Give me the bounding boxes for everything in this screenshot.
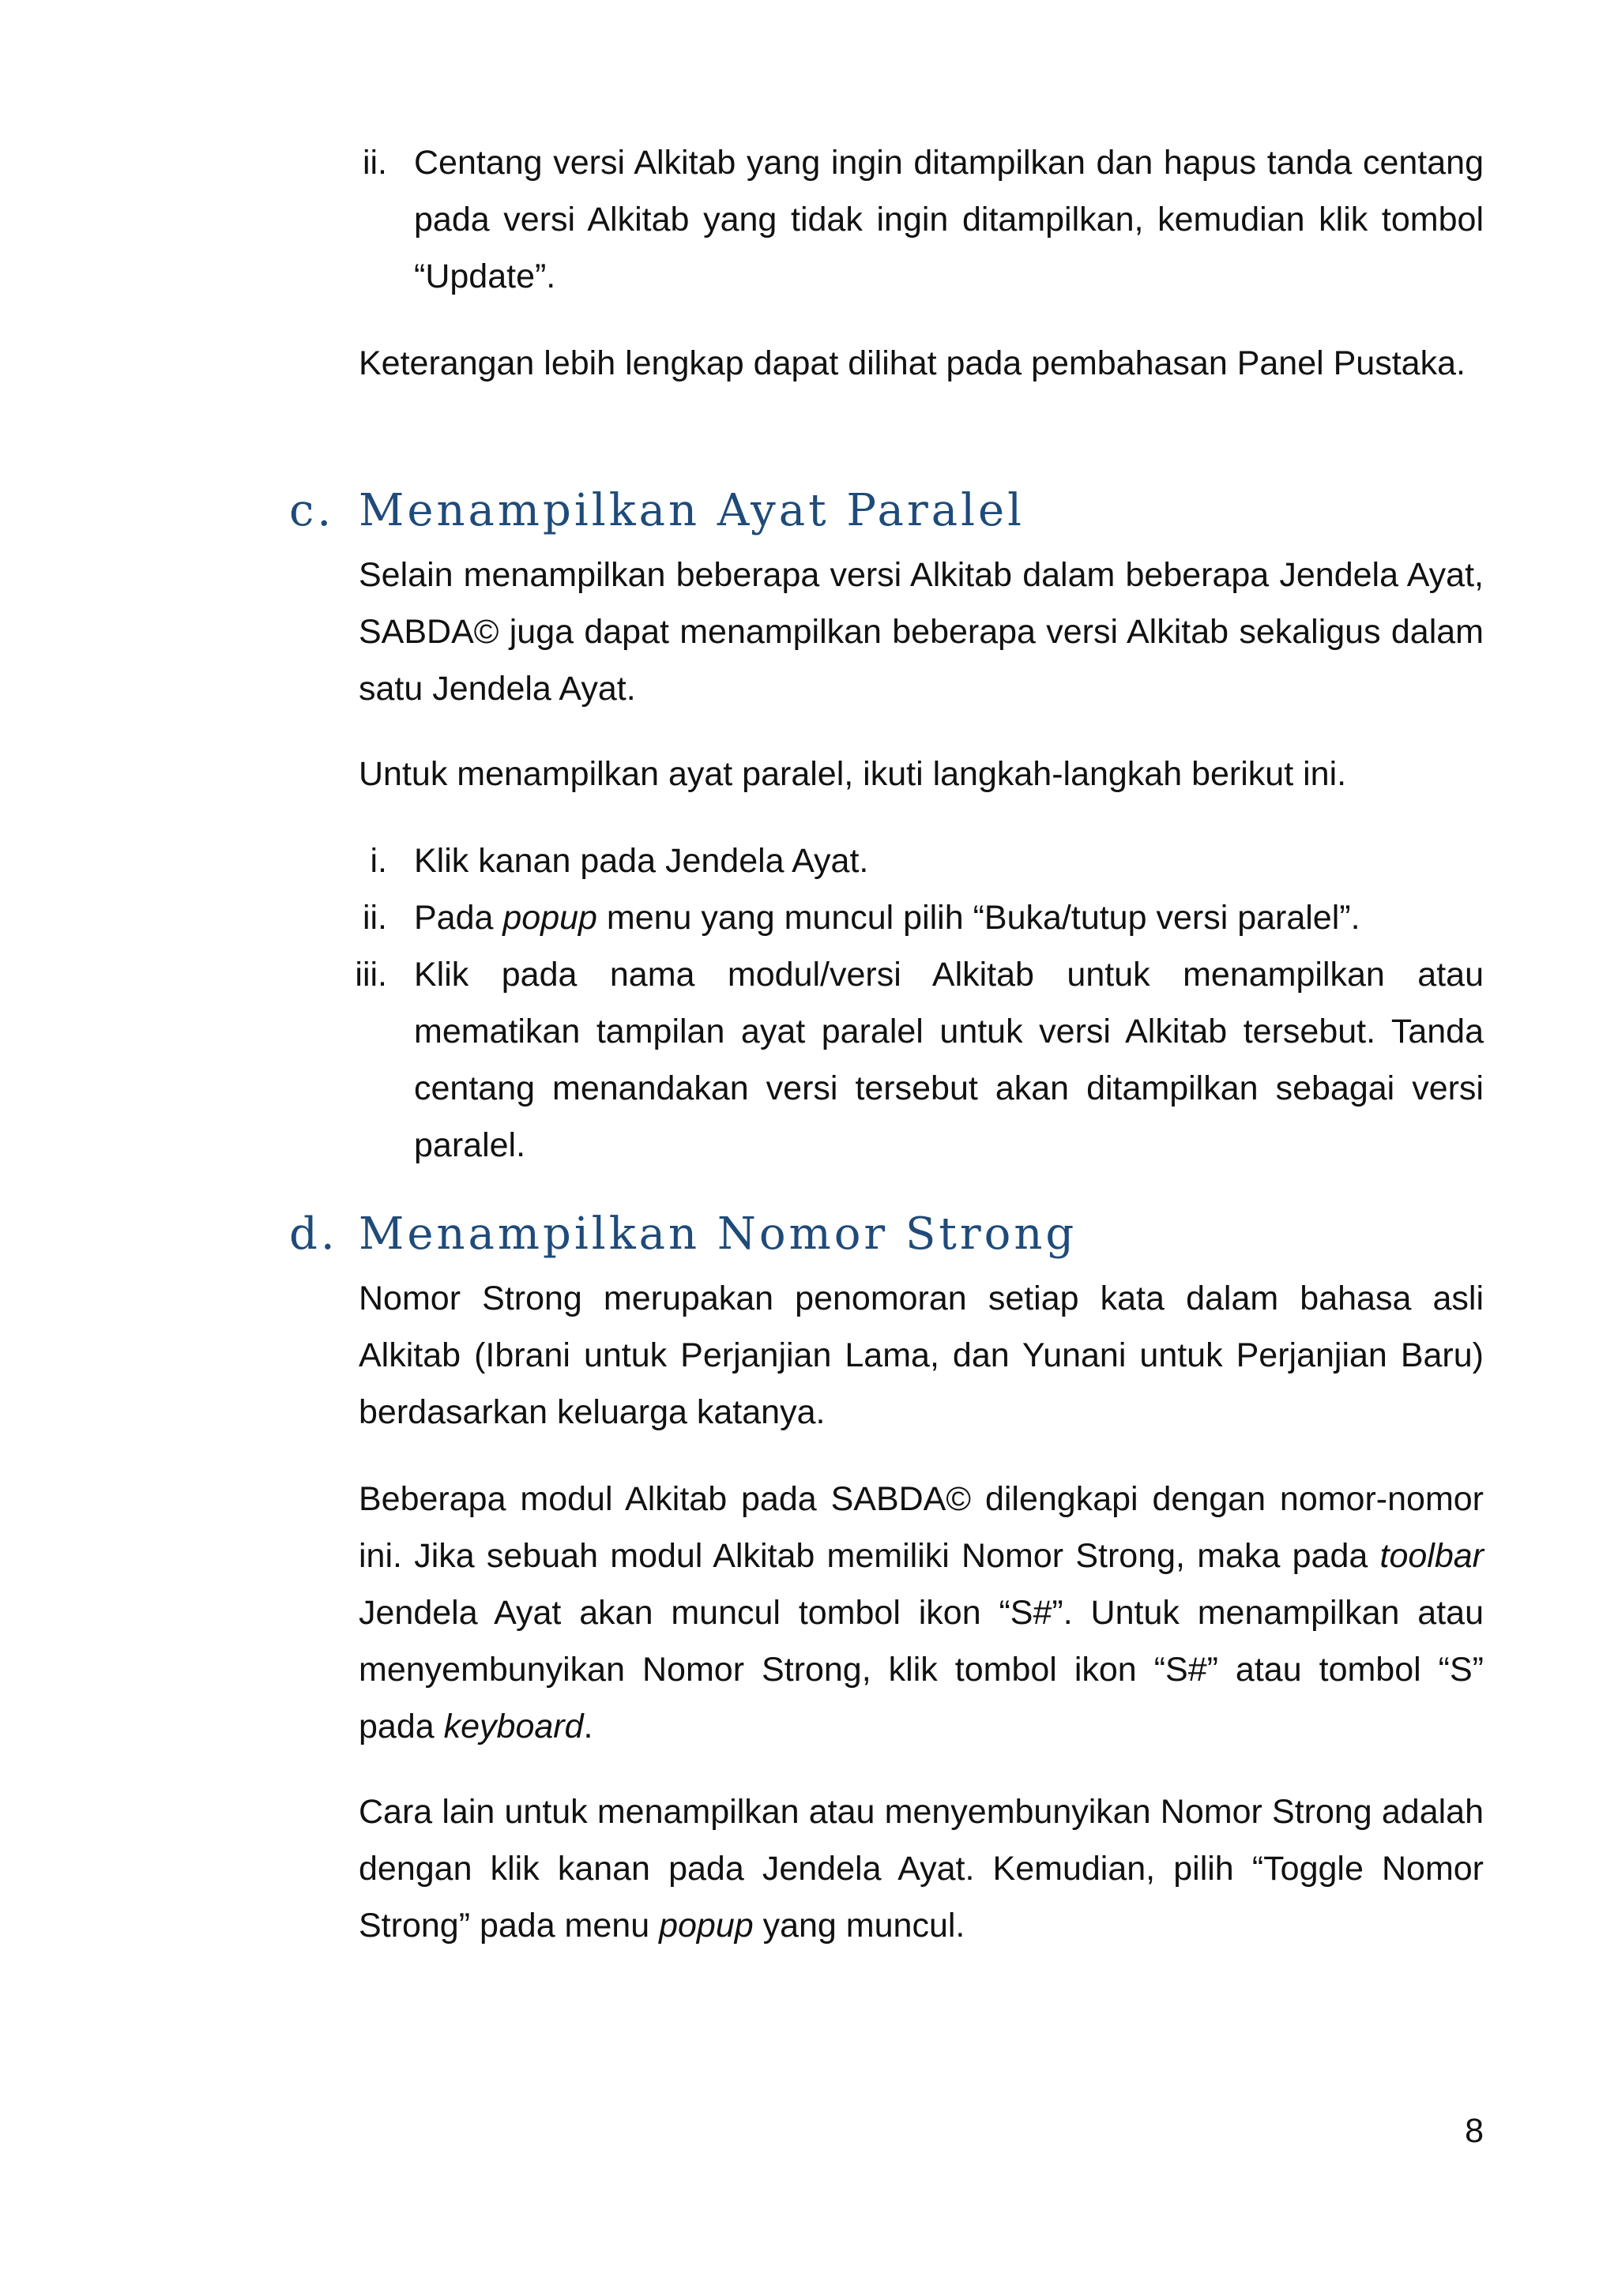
page-number: 8 bbox=[1465, 2112, 1484, 2150]
section-c-title: Menampilkan Ayat Paralel bbox=[359, 485, 1025, 536]
list-item-text: Klik pada nama modul/versi Alkitab untuk menampilkan atau mematikan tampilan ayat paralel untuk versi Alkitab tersebut. Tanda centang menandakan versi tersebut akan ditampilkan sebagai versi paralel. bbox=[414, 956, 1484, 1164]
section-c-steps bbox=[332, 832, 1484, 1174]
section-d-heading bbox=[289, 1207, 1474, 1262]
list-item bbox=[332, 946, 1484, 1174]
section-c-para1-block bbox=[359, 547, 1484, 717]
section-c-heading bbox=[289, 483, 1474, 539]
section-d-para2 bbox=[359, 1471, 1484, 1755]
section-c-para1: Selain menampilkan beberapa versi Alkitab dalam beberapa Jendela Ayat, SABDA© juga dapat menampilkan beberapa versi Alkitab sekaligus dalam satu Jendela Ayat. bbox=[359, 556, 1484, 708]
section-d-para1-block bbox=[359, 1270, 1484, 1441]
section-d-para3 bbox=[359, 1783, 1484, 1954]
text-run: menu yang muncul pilih “Buka/tutup versi paralel”. bbox=[596, 899, 1360, 937]
emphasis-text: popup bbox=[502, 899, 597, 937]
text-run: Jendela Ayat akan muncul tombol ikon “S#”. Untuk menampilkan atau menyembunyikan Nomor Strong, klik tombol ikon “S#” atau tombol “S” pada bbox=[359, 1594, 1484, 1745]
list-marker: i. bbox=[370, 842, 387, 880]
text-run: . bbox=[583, 1708, 593, 1745]
section-d-letter: d. bbox=[289, 1208, 338, 1260]
list-item-text: Klik kanan pada Jendela Ayat. bbox=[414, 842, 869, 880]
text-run: Pada bbox=[414, 899, 503, 937]
list-marker: ii. bbox=[362, 899, 387, 937]
list-item-text bbox=[414, 889, 1484, 946]
emphasis-text: popup bbox=[659, 1907, 754, 1945]
list-item-text: Centang versi Alkitab yang ingin ditampilkan dan hapus tanda centang pada versi Alkitab yang tidak ingin ditampilkan, kemudian klik tombol “Update”. bbox=[414, 144, 1484, 295]
section-d-para1: Nomor Strong merupakan penomoran setiap kata dalam bahasa asli Alkitab (Ibrani untuk Perjanjian Lama, dan Yunani untuk Perjanjian Baru) berdasarkan keluarga katanya. bbox=[359, 1280, 1484, 1431]
text-run: yang muncul. bbox=[753, 1907, 965, 1945]
emphasis-text: keyboard bbox=[443, 1708, 584, 1745]
section-d-para2-block bbox=[359, 1471, 1484, 1755]
section-c-letter: c. bbox=[289, 485, 335, 536]
list-marker: iii. bbox=[355, 956, 387, 994]
section-d-title: Menampilkan Nomor Strong bbox=[359, 1208, 1078, 1260]
list-item bbox=[332, 134, 1484, 305]
list-item bbox=[332, 832, 1484, 889]
top-list bbox=[332, 134, 1484, 305]
keterangan-paragraph-block bbox=[359, 335, 1484, 392]
text-run: Cara lain untuk menampilkan atau menyembunyikan Nomor Strong adalah dengan klik kanan pada Jendela Ayat. Kemudian, pilih “Toggle Nomor Strong” pada menu bbox=[359, 1793, 1484, 1945]
text-run: Beberapa modul Alkitab pada SABDA© dilengkapi dengan nomor-nomor ini. Jika sebuah modul Alkitab memiliki Nomor Strong, maka pada bbox=[359, 1480, 1484, 1575]
keterangan-paragraph: Keterangan lebih lengkap dapat dilihat pada pembahasan Panel Pustaka. bbox=[359, 344, 1466, 382]
section-d-para3-block bbox=[359, 1783, 1484, 1954]
list-marker: ii. bbox=[362, 144, 387, 182]
list-item bbox=[332, 889, 1484, 946]
section-c-para2: Untuk menampilkan ayat paralel, ikuti langkah-langkah berikut ini. bbox=[359, 755, 1347, 793]
section-c-para2-block bbox=[359, 746, 1484, 802]
emphasis-text: toolbar bbox=[1379, 1537, 1484, 1575]
